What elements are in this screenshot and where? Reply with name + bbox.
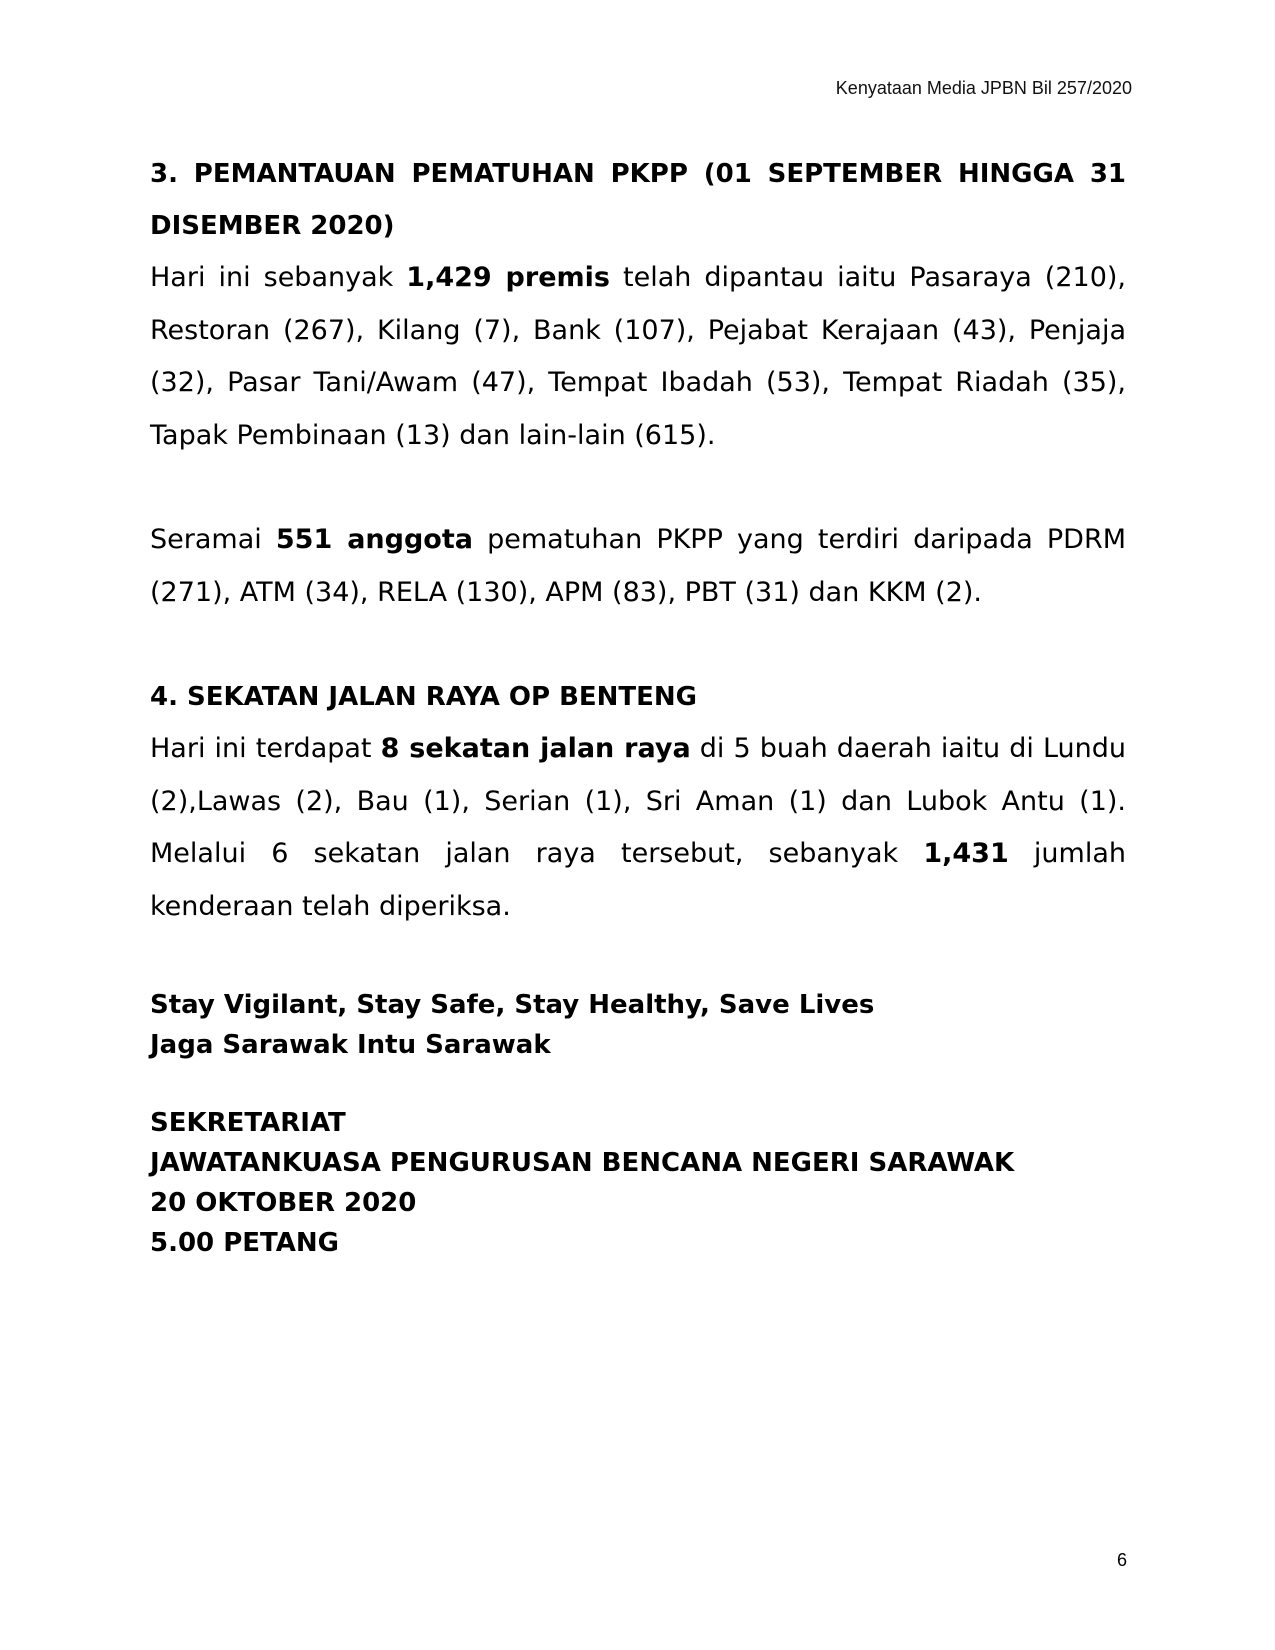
signoff-committee: JAWATANKUASA PENGURUSAN BENCANA NEGERI SARAWAK	[150, 1148, 1015, 1178]
members-count: 551 anggota	[275, 524, 473, 555]
signoff-date: 20 OKTOBER 2020	[150, 1188, 417, 1218]
document-body	[150, 148, 1126, 1263]
section-3-paragraph-premises	[150, 252, 1126, 462]
section-3-heading: 3. PEMANTAUAN PEMATUHAN PKPP (01 SEPTEMBER HINGGA 31 DISEMBER 2020)	[150, 159, 1126, 241]
section-4-paragraph-roadblocks	[150, 723, 1126, 933]
roadblocks-count: 8 sekatan jalan raya	[380, 733, 691, 764]
roadblocks-text-middle: di 5 buah daerah iaitu di Lundu (2),Lawas (2), Bau (1), Serian (1), Sri Aman (1) dan Lubok Antu (1). Melalui 6 sekatan jalan raya tersebut, sebanyak	[150, 733, 1127, 869]
spacer	[150, 462, 1126, 514]
section-4-heading: 4. SEKATAN JALAN RAYA OP BENTENG	[150, 682, 698, 712]
vehicles-count: 1,431	[923, 838, 1009, 869]
members-text-start: Seramai	[150, 524, 276, 555]
signoff-time: 5.00 PETANG	[150, 1228, 339, 1258]
document-reference: Kenyataan Media JPBN Bil 257/2020	[835, 78, 1132, 98]
page-number: 6	[1116, 1550, 1127, 1570]
spacer	[150, 619, 1126, 671]
members-text-end: pematuhan PKPP yang terdiri daripada PDRM (271), ATM (34), RELA (130), APM (83), PBT (31) dan KKM (2).	[150, 524, 1127, 608]
premises-text-start: Hari ini sebanyak	[150, 262, 407, 293]
spacer	[150, 933, 1126, 985]
slogan-malay: Jaga Sarawak Intu Sarawak	[150, 1030, 551, 1060]
premises-text-end: telah dipantau iaitu Pasaraya (210), Restoran (267), Kilang (7), Bank (107), Pejabat Kerajaan (43), Penjaja (32), Pasar Tani/Awam (47), Tempat Ibadah (53), Tempat Riadah (35), Tapak Pembinaan (13) dan lain-lain (615).	[150, 262, 1126, 451]
premises-count: 1,429 premis	[406, 262, 610, 293]
roadblocks-text-start: Hari ini terdapat	[150, 733, 381, 764]
roadblocks-text-end: jumlah kenderaan telah diperiksa.	[150, 838, 1126, 922]
signoff-secretariat: SEKRETARIAT	[150, 1108, 346, 1138]
slogan-english: Stay Vigilant, Stay Safe, Stay Healthy, Save Lives	[150, 990, 875, 1020]
section-3-paragraph-members	[150, 514, 1126, 619]
spacer	[150, 1065, 1126, 1103]
